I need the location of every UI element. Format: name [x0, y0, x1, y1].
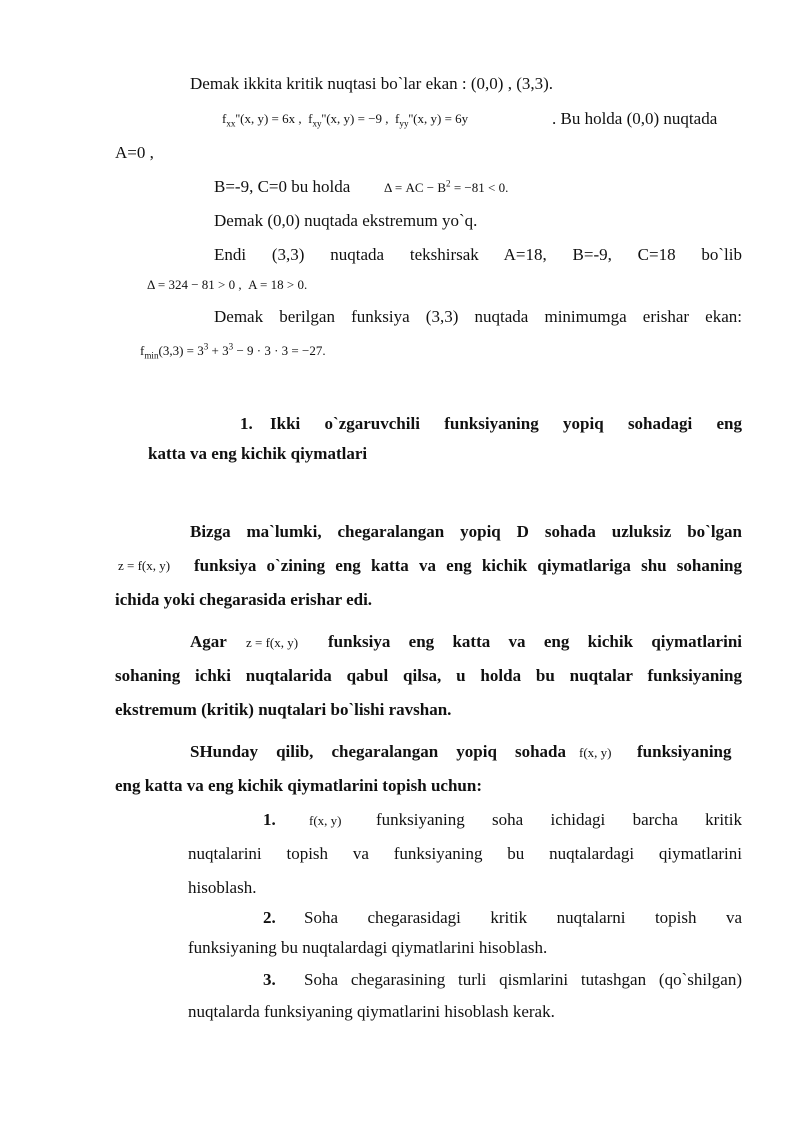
paragraph-line: Agar: [190, 632, 227, 651]
text-line: Demak ikkita kritik nuqtasi bo`lar ekan : (0,0) , (3,3).: [190, 74, 554, 93]
paragraph-line: funksiya o`zining eng katta va eng kichik qiymatlariga shu sohaning: [194, 556, 742, 575]
list-item-text: funksiyaning bu nuqtalardagi qiymatlarini hisoblash.: [188, 938, 548, 957]
paragraph-line: sohaning ichki nuqtalarida qabul qilsa, u holda bu nuqtalar funksiyaning: [115, 666, 742, 685]
list-item-number: 3.: [263, 970, 276, 989]
formula-inline: f(x, y): [309, 813, 342, 828]
section-number: 1.: [240, 414, 253, 433]
list-item-text: funksiyaning soha ichidagi barcha kritik: [376, 810, 742, 829]
formula-inline: f(x, y): [579, 745, 612, 760]
text-line: Demak berilgan funksiya (3,3) nuqtada minimumga erishar ekan:: [214, 307, 742, 326]
formula-delta-2: Δ = 324 − 81 > 0 , A = 18 > 0.: [147, 277, 308, 292]
paragraph-line: eng katta va eng kichik qiymatlarini topish uchun:: [115, 776, 482, 795]
list-item-text: nuqtalarda funksiyaning qiymatlarini hisoblash kerak.: [188, 1002, 555, 1021]
paragraph-line: ichida yoki chegarasida erishar edi.: [115, 590, 373, 609]
paragraph-line: SHunday qilib, chegaralangan yopiq sohada: [190, 742, 566, 761]
list-item-number: 2.: [263, 908, 276, 927]
text-line: Demak (0,0) nuqtada ekstremum yo`q.: [214, 211, 478, 230]
paragraph-line: funksiya eng katta va eng kichik qiymatlarini: [328, 632, 742, 651]
text-line: A=0 ,: [115, 143, 154, 162]
formula-inline: z = f(x, y): [118, 558, 171, 573]
text-line: Endi (3,3) nuqtada tekshirsak A=18, B=-9, C=18 bo`lib: [214, 245, 742, 264]
formula-fmin: $f_{min}(3,3) = 3^3 + 3^3 - 9 \cdot 3 \cdot 3 = -27$.: [140, 341, 326, 361]
text-line: B=-9, C=0 bu holda: [214, 177, 351, 196]
section-heading: katta va eng kichik qiymatlari: [148, 444, 368, 463]
list-item-text: Soha chegarasining turli qismlarini tutashgan (qo`shilgan): [304, 970, 742, 989]
list-item-text: hisoblash.: [188, 878, 257, 897]
section-heading: Ikki o`zgaruvchili funksiyaning yopiq sohadagi eng: [270, 414, 742, 433]
text-line: . Bu holda (0,0) nuqtada: [552, 109, 718, 128]
list-item-text: Soha chegarasidagi kritik nuqtalarni topish va: [304, 908, 742, 927]
paragraph-line: ekstremum (kritik) nuqtalari bo`lishi ravshan.: [115, 700, 452, 719]
formula-second-derivatives: $f_{xx}''(x$, y) = 6x , $f_{xy}''(x$, y) = −9 , $f_{yy}''(x$, y) = 6y: [222, 111, 469, 129]
formula-delta: Δ = AC − $B^2 = -81 < 0$.: [384, 178, 509, 195]
formula-inline: z = f(x, y): [246, 635, 299, 650]
paragraph-line: funksiyaning: [637, 742, 732, 761]
list-item-number: 1.: [263, 810, 276, 829]
list-item-text: nuqtalarini topish va funksiyaning bu nuqtalardagi qiymatlarini: [188, 844, 742, 863]
paragraph-line: Bizga ma`lumki, chegaralangan yopiq D sohada uzluksiz bo`lgan: [190, 522, 742, 541]
